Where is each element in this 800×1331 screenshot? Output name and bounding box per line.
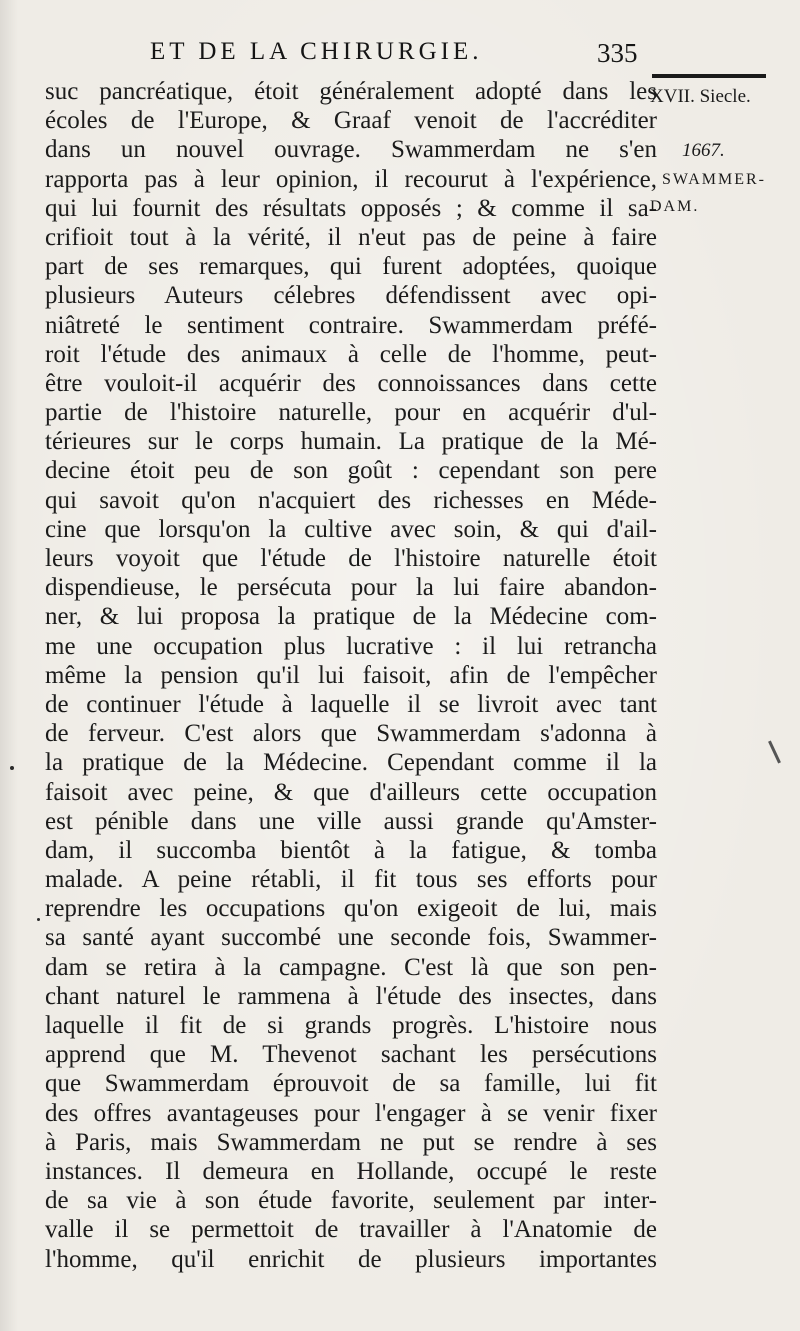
text-line-35: que Swammerdam éprouvoit de sa famille, lui fit — [45, 1070, 657, 1098]
text-line-39: de sa vie à son étude favorite, seulement par inter- — [45, 1187, 657, 1215]
margin-year: 1667. — [682, 140, 725, 161]
margin-century: XVII. Siecle. — [650, 86, 751, 107]
text-line-11: être vouloit-il acquérir des connoissances dans cette — [45, 369, 657, 397]
text-line-38: instances. Il demeura en Hollande, occupé le reste — [45, 1157, 657, 1185]
margin-name-part1: SWAMMER- — [662, 171, 767, 188]
text-line-18: dispendieuse, le persécuta pour la lui faire abandon- — [45, 574, 657, 602]
page-number: 335 — [597, 38, 638, 68]
text-line-17: leurs voyoit que l'étude de l'histoire naturelle étoit — [45, 545, 657, 572]
text-line-32: chant naturel le rammena à l'étude des insectes, dans — [45, 982, 657, 1010]
text-line-27: dam, il succomba bientôt à la fatigue, & tomba — [45, 836, 657, 864]
text-line-13: térieures sur le corps humain. La pratique de la Mé- — [45, 428, 657, 456]
text-line-4: rapporta pas à leur opinion, il recourut à l'expérience, — [45, 165, 657, 193]
text-line-23: de ferveur. C'est alors que Swammerdam s'adonna à — [45, 720, 657, 748]
text-line-3: dans un nouvel ouvrage. Swammerdam ne s'en — [45, 136, 657, 164]
running-title: ET DE LA CHIRURGIE. — [150, 38, 483, 65]
text-line-16: cine que lorsqu'on la cultive avec soin, & qui d'ail- — [45, 515, 657, 543]
body-text — [45, 77, 657, 1274]
text-line-5: qui lui fournit des résultats opposés ; & comme il sa- — [45, 194, 657, 222]
text-line-6: crifioit tout à la vérité, il n'eut pas de peine à faire — [45, 223, 657, 251]
text-line-33: laquelle il fit de si grands progrès. L'histoire nous — [45, 1012, 657, 1039]
margin-name-part2: DAM. — [650, 198, 700, 215]
text-line-28: malade. A peine rétabli, il fit tous ses efforts pour — [45, 866, 657, 894]
text-line-7: part de ses remarques, qui furent adoptées, quoique — [45, 253, 657, 281]
text-line-2: écoles de l'Europe, & Graaf venoit de l'accréditer — [45, 107, 657, 135]
text-line-14: decine étoit peu de son goût : cependant son pere — [45, 457, 657, 485]
marginal-rule — [652, 74, 766, 78]
print-speck — [37, 918, 40, 921]
text-line-36: des offres avantageuses pour l'engager à se venir fixer — [45, 1099, 657, 1127]
text-line-31: dam se retira à la campagne. C'est là que son pen- — [45, 953, 657, 981]
text-line-40: valle il se permettoit de travailler à l'Anatomie de — [45, 1216, 657, 1244]
text-line-1: suc pancréatique, étoit généralement adopté dans les — [45, 78, 657, 105]
text-line-34: apprend que M. Thevenot sachant les persécutions — [45, 1041, 657, 1069]
text-line-22: de continuer l'étude à laquelle il se livroit avec tant — [45, 690, 657, 718]
text-line-19: ner, & lui proposa la pratique de la Médecine com- — [45, 603, 657, 631]
text-line-8: plusieurs Auteurs célebres défendissent avec opi- — [45, 282, 657, 310]
text-line-24: la pratique de la Médecine. Cependant comme il la — [45, 749, 657, 777]
margin-stroke-mark — [768, 740, 781, 763]
text-line-25: faisoit avec peine, & que d'ailleurs cette occupation — [45, 778, 657, 806]
text-line-10: roit l'étude des animaux à celle de l'homme, peut- — [45, 340, 657, 368]
text-line-21: même la pension qu'il lui faisoit, afin de l'empêcher — [45, 661, 657, 689]
text-line-41: l'homme, qu'il enrichit de plusieurs importantes — [45, 1245, 657, 1273]
text-line-20: me une occupation plus lucrative : il lui retrancha — [45, 632, 657, 660]
text-line-12: partie de l'histoire naturelle, pour en acquérir d'ul- — [45, 399, 657, 427]
text-line-29: reprendre les occupations qu'on exigeoit de lui, mais — [45, 895, 657, 923]
text-line-26: est pénible dans une ville aussi grande qu'Amster- — [45, 807, 657, 835]
text-line-37: à Paris, mais Swammerdam ne put se rendre à ses — [45, 1128, 657, 1156]
print-speck — [10, 766, 14, 770]
text-line-9: niâtreté le sentiment contraire. Swammerdam préfé- — [45, 311, 657, 339]
text-line-15: qui savoit qu'on n'acquiert des richesses en Méde- — [45, 486, 657, 514]
text-line-30: sa santé ayant succombé une seconde fois, Swammer- — [45, 924, 657, 952]
